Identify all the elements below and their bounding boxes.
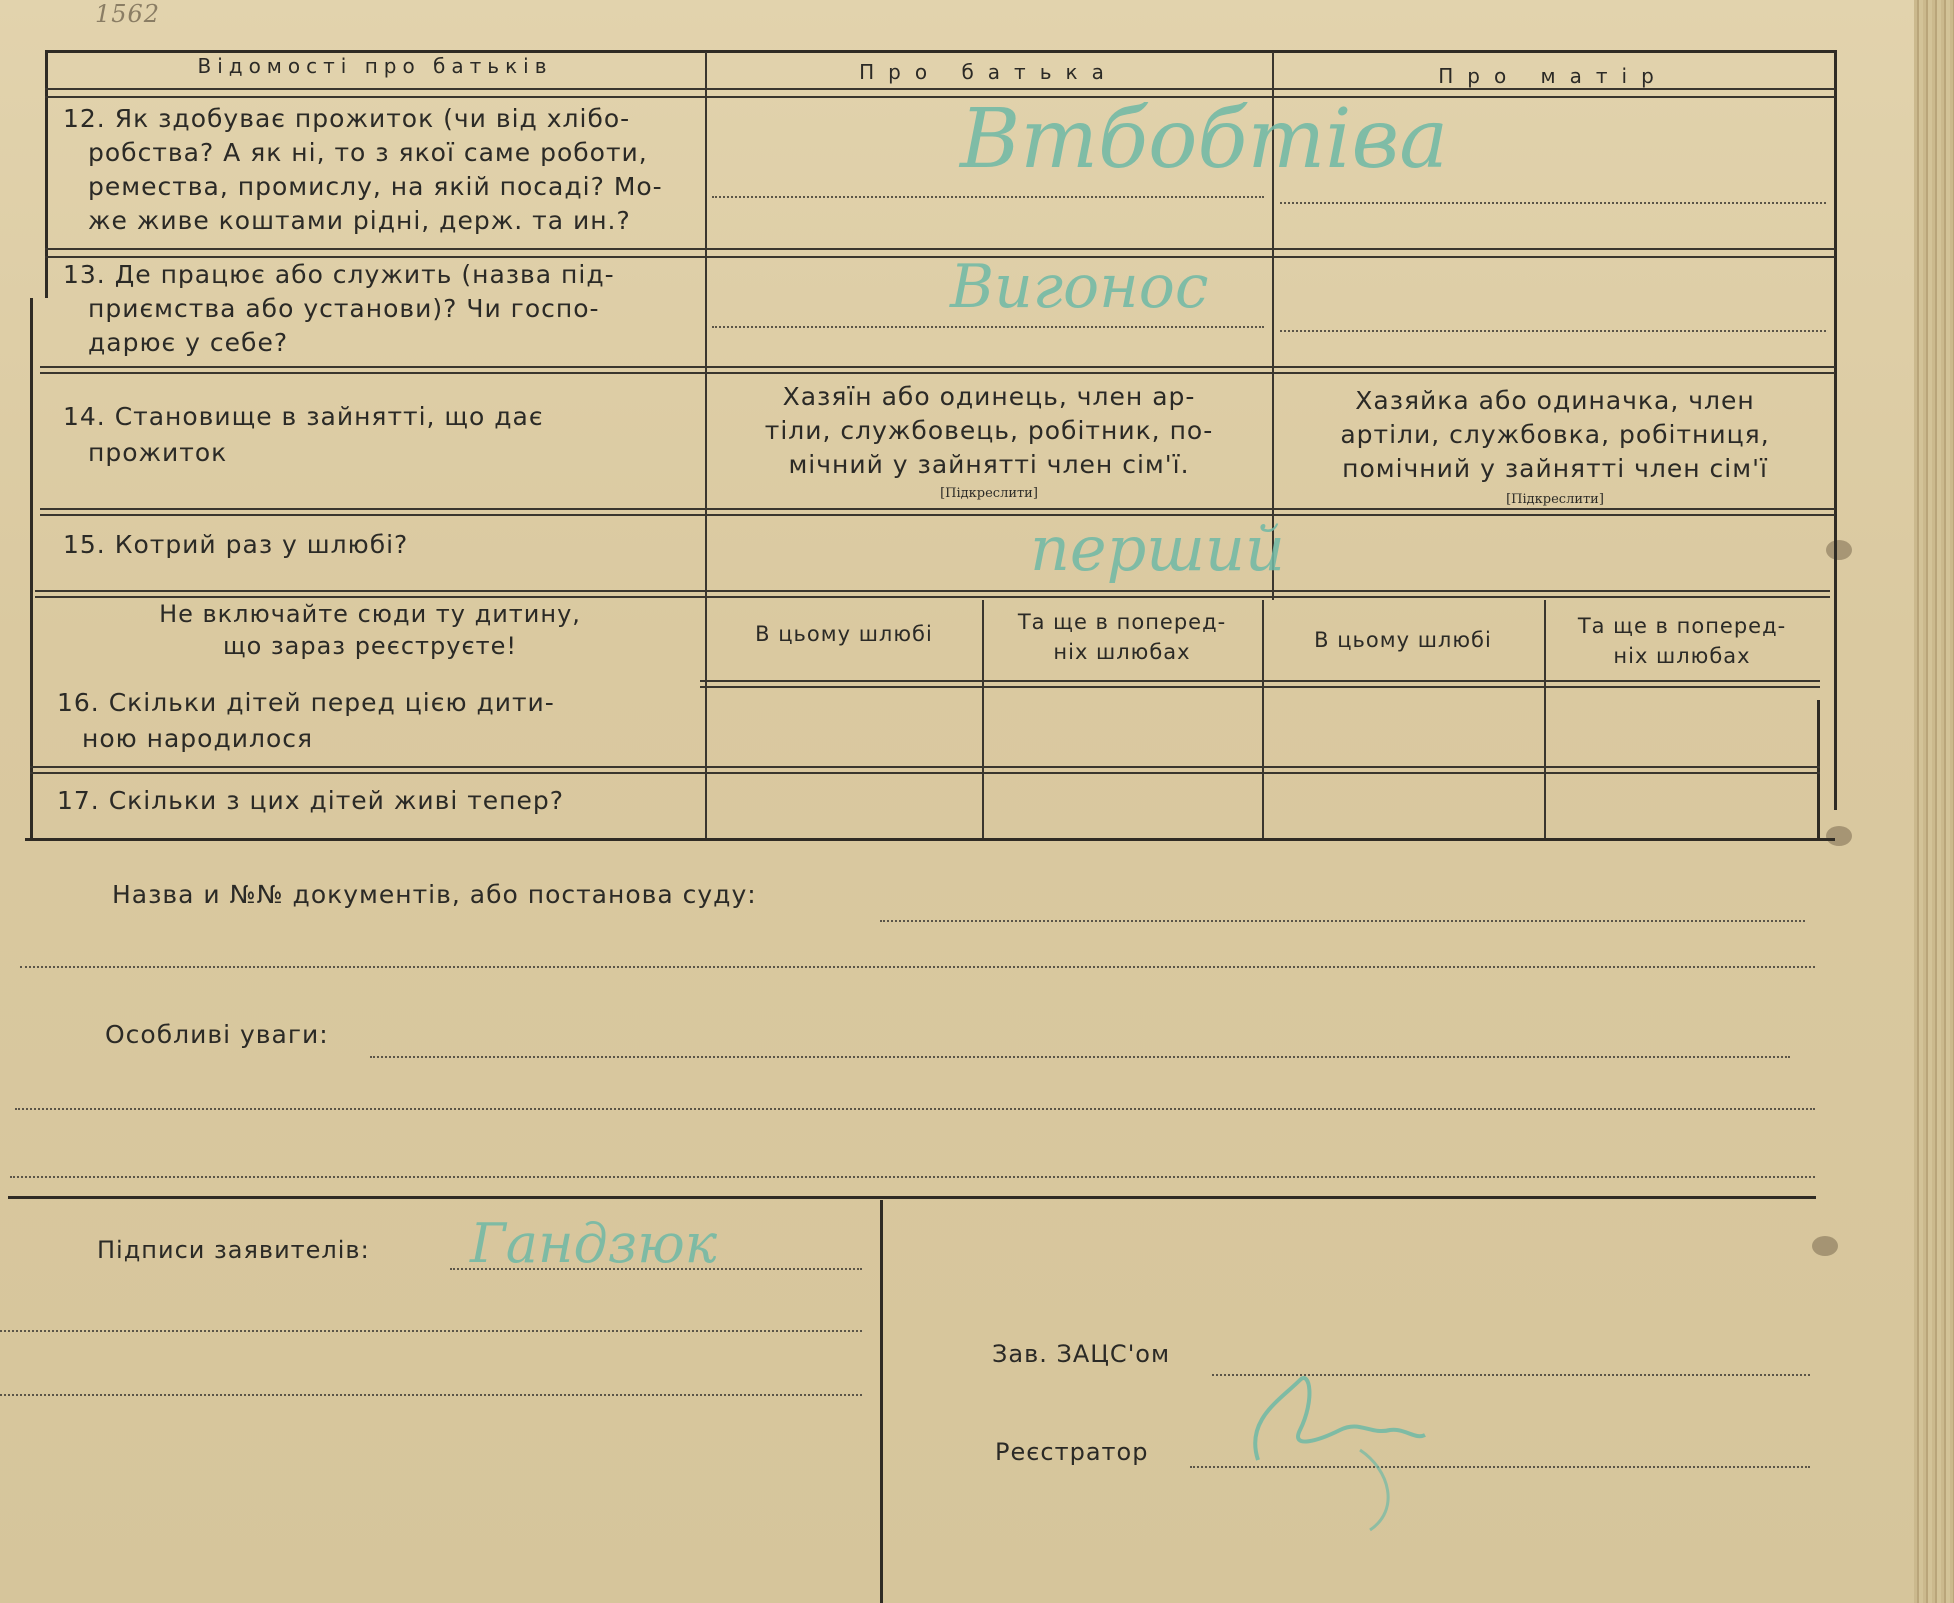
- row-divider: [45, 96, 1835, 98]
- registrar-signature: [1240, 1340, 1440, 1540]
- row-divider: [700, 686, 1820, 688]
- binding-hole: [1812, 1236, 1838, 1256]
- signature-column-divider: [880, 1200, 883, 1603]
- row-divider: [40, 514, 1835, 516]
- signatures-label: Підписи заявителів:: [97, 1236, 370, 1264]
- header-mother: Про матір: [1438, 64, 1668, 88]
- q13-line-1: 13. Де працює або служить (назва під-: [63, 260, 615, 289]
- q16-line-1: 16. Скільки дітей перед цією дити-: [57, 688, 555, 717]
- q14-mother-options-1: Хазяйка або одиначка, член: [1355, 386, 1755, 415]
- signature-section-divider: [8, 1196, 1816, 1199]
- head-of-office-label: Зав. ЗАЦС'ом: [992, 1340, 1171, 1368]
- q12-line-3: ремества, промислу, на якій посаді? Мо-: [88, 172, 663, 201]
- applicant-signature: Гандзюк: [470, 1212, 717, 1275]
- q12-line-2: робства? А як ні, то з якої саме роботи,: [88, 138, 648, 167]
- row-divider: [30, 772, 1820, 774]
- row-divider: [35, 590, 1830, 592]
- header-parents: Відомості про батьків: [197, 54, 553, 78]
- answer-line: [1280, 202, 1826, 204]
- table-top-border: [45, 50, 1835, 53]
- q14-father-options-1: Хазяїн або одинець, член ар-: [782, 382, 1196, 411]
- documents-line: [880, 920, 1805, 922]
- notes-line-2: [15, 1108, 1815, 1110]
- row-divider: [45, 256, 1835, 258]
- q14-line-2: прожиток: [88, 438, 228, 467]
- row-divider: [700, 680, 1820, 682]
- q15-label: 15. Котрий раз у шлюбі?: [63, 530, 409, 559]
- q13-line-3: дарює у себе?: [88, 328, 289, 357]
- archive-number: 1562: [95, 0, 161, 28]
- column-divider: [705, 52, 707, 838]
- q14-line-1: 14. Становище в зайнятті, що дає: [63, 402, 544, 431]
- q12-line-1: 12. Як здобуває прожиток (чи від хлібо-: [63, 104, 631, 133]
- q14-father-options-2: тіли, службовець, робітник, по-: [764, 416, 1214, 445]
- documents-label: Назва и №№ документів, або постанова суду:: [112, 880, 757, 909]
- row-divider: [40, 508, 1835, 510]
- table-right-border: [1834, 50, 1837, 810]
- father-prev-marriages-2: ніх шлюбах: [1053, 640, 1191, 664]
- answer-line: [1280, 330, 1826, 332]
- father-this-marriage: В цьому шлюбі: [755, 622, 933, 646]
- q14-mother-options-2: артіли, службовка, робітниця,: [1340, 420, 1770, 449]
- header-father: Про батька: [859, 60, 1118, 84]
- page-edge: [1914, 0, 1954, 1603]
- q14-mother-options-3: помічний у зайнятті член сім'ї: [1342, 454, 1768, 483]
- q14-father-options-3: мічний у зайнятті член сім'ї.: [788, 450, 1190, 479]
- signature-line-3: [0, 1394, 862, 1396]
- answer-line: [712, 326, 1264, 328]
- binding-hole: [1826, 826, 1852, 846]
- binding-hole: [1826, 540, 1852, 560]
- q13-father-answer: Вигонос: [950, 252, 1209, 322]
- row-divider: [40, 372, 1835, 374]
- q13-line-2: приємства або установи)? Чи госпо-: [88, 294, 600, 323]
- column-divider: [982, 600, 984, 838]
- mother-this-marriage: В цьому шлюбі: [1314, 628, 1492, 652]
- answer-line: [712, 196, 1264, 198]
- q17-label: 17. Скільки з цих дітей живі тепер?: [57, 786, 565, 815]
- q16-line-2: ною народилося: [82, 724, 314, 753]
- exclude-note-2: що зараз реєструєте!: [222, 632, 518, 660]
- q12-father-answer: Втбобтіва: [960, 92, 1449, 187]
- father-prev-marriages-1: Та ще в поперед-: [1017, 610, 1227, 634]
- mother-prev-marriages-2: ніх шлюбах: [1613, 644, 1751, 668]
- exclude-note-1: Не включайте сюди ту дитину,: [159, 600, 581, 628]
- signature-line-2: [0, 1330, 862, 1332]
- row-divider: [40, 366, 1835, 368]
- mother-prev-marriages-1: Та ще в поперед-: [1577, 614, 1787, 638]
- q15-father-answer: перший: [1030, 512, 1285, 585]
- registrar-label: Реєстратор: [995, 1438, 1149, 1466]
- row-divider: [45, 248, 1835, 250]
- table-bottom-border: [25, 838, 1835, 841]
- q12-line-4: же живе коштами рідні, держ. та ин.?: [88, 206, 631, 235]
- q14-mother-note: [Підкреслити]: [1506, 492, 1604, 507]
- row-divider: [45, 88, 1835, 90]
- notes-label: Особливі уваги:: [105, 1020, 329, 1049]
- table-right-border: [1817, 700, 1820, 840]
- q14-father-note: [Підкреслити]: [940, 486, 1038, 501]
- table-left-border: [30, 298, 33, 839]
- documents-line-2: [20, 966, 1815, 968]
- notes-line-3: [10, 1176, 1815, 1178]
- notes-line: [370, 1056, 1790, 1058]
- row-divider: [35, 596, 1830, 598]
- row-divider: [30, 766, 1820, 768]
